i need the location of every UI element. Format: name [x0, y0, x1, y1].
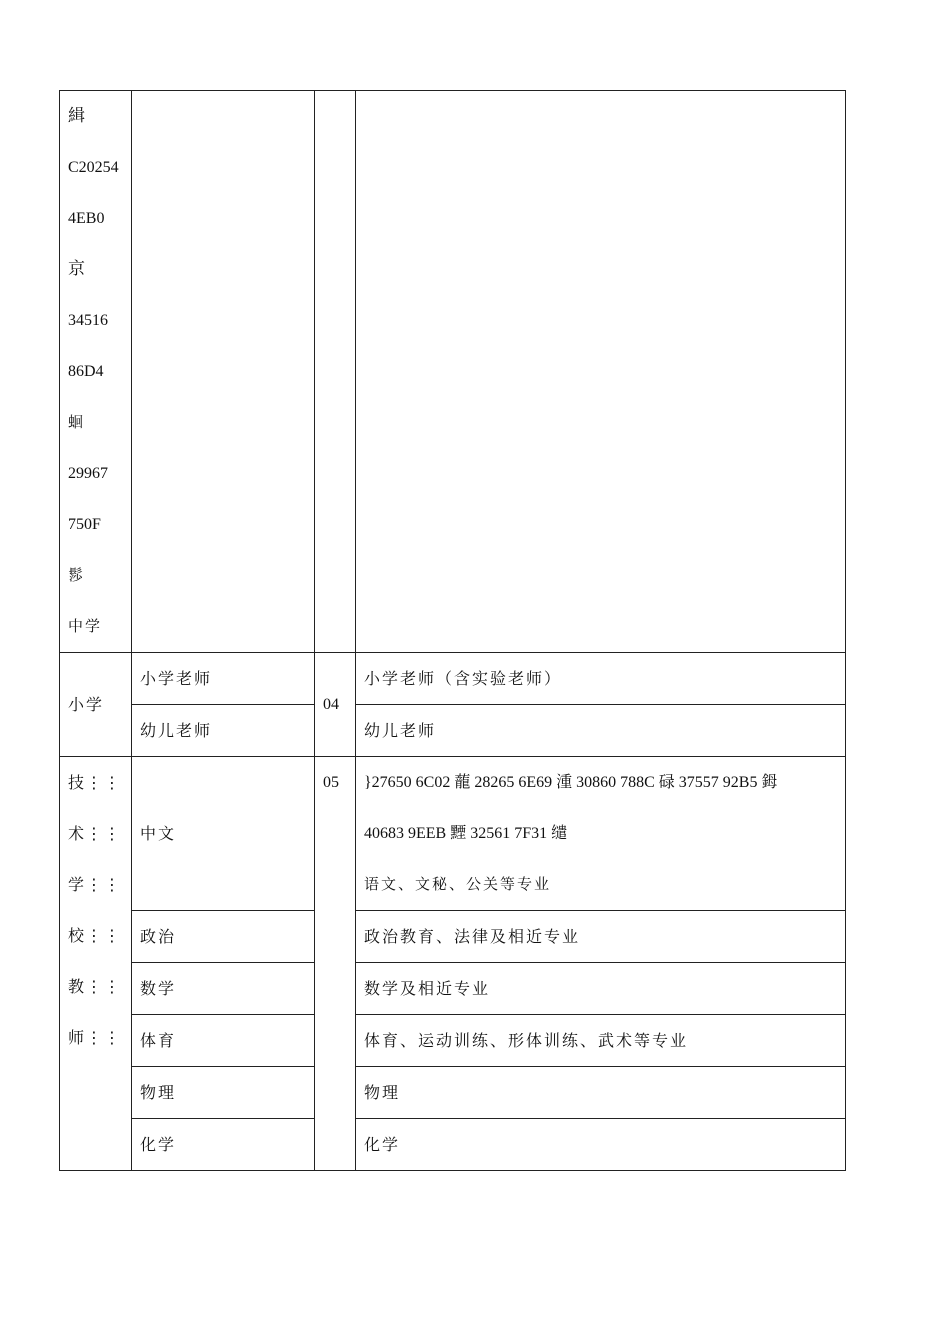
- continued-line: 34516: [68, 312, 108, 329]
- subject-cell: 政治: [132, 911, 315, 963]
- continued-line: 4EB0: [68, 210, 105, 227]
- continued-line: 750F: [68, 516, 101, 533]
- table-row: [60, 705, 846, 757]
- subject-cell: 小学老师: [132, 653, 315, 705]
- code-cell: 04: [315, 653, 356, 757]
- continued-line: C20254: [68, 159, 119, 176]
- continued-line: 蛔: [68, 413, 86, 431]
- category-line: 校⋮⋮: [68, 926, 123, 945]
- category-line: 术⋮⋮: [68, 824, 123, 843]
- category-line: 教⋮⋮: [68, 977, 123, 996]
- continued-category-cell: [60, 91, 132, 653]
- continued-subject-cell: [132, 91, 315, 653]
- table-row: [60, 911, 846, 963]
- table-row: [60, 757, 846, 911]
- table-row: [60, 1119, 846, 1171]
- category-primary: 小学: [60, 653, 132, 757]
- garbled-line: }27650 6C02 蘢 28265 6E69 湩 30860 788C 碌 37557 92B5 鉧: [364, 774, 778, 791]
- category-line: 师⋮⋮: [68, 1028, 123, 1047]
- continued-line: 緝: [68, 106, 85, 126]
- continued-requirement-cell: [356, 91, 846, 653]
- subject-cell: 中文: [132, 757, 315, 911]
- garbled-line: 40683 9EEB 黫 32561 7F31 缱: [364, 825, 568, 842]
- requirement-cell: [356, 757, 846, 911]
- continued-line: 髿: [68, 566, 86, 584]
- requirement-text: 语文、文秘、公关等专业: [364, 875, 552, 893]
- requirement-cell: 数学及相近专业: [356, 963, 846, 1015]
- requirement-cell: 幼儿老师: [356, 705, 846, 757]
- subject-cell: 幼儿老师: [132, 705, 315, 757]
- requirement-cell: 小学老师（含实验老师）: [356, 653, 846, 705]
- continued-line: 中学: [68, 617, 103, 635]
- table-row: [60, 1067, 846, 1119]
- continued-line: 京: [68, 259, 85, 279]
- category-line: 学⋮⋮: [68, 875, 123, 894]
- continued-line: 86D4: [68, 363, 104, 380]
- category-technical: [60, 757, 132, 1171]
- subject-cell: 化学: [132, 1119, 315, 1171]
- requirement-cell: 政治教育、法律及相近专业: [356, 911, 846, 963]
- subject-cell: 物理: [132, 1067, 315, 1119]
- category-line: 技⋮⋮: [68, 773, 123, 792]
- requirement-cell: 体育、运动训练、形体训练、武术等专业: [356, 1015, 846, 1067]
- subject-cell: 数学: [132, 963, 315, 1015]
- continued-code-cell: [315, 91, 356, 653]
- requirement-cell: 化学: [356, 1119, 846, 1171]
- table-row: [60, 653, 846, 705]
- continued-row: [60, 91, 846, 653]
- subject-requirements-table: [59, 90, 846, 1171]
- table-row: [60, 1015, 846, 1067]
- continued-line: 29967: [68, 465, 108, 482]
- code-cell: 05: [315, 757, 356, 1171]
- table-row: [60, 963, 846, 1015]
- requirement-cell: 物理: [356, 1067, 846, 1119]
- subject-cell: 体育: [132, 1015, 315, 1067]
